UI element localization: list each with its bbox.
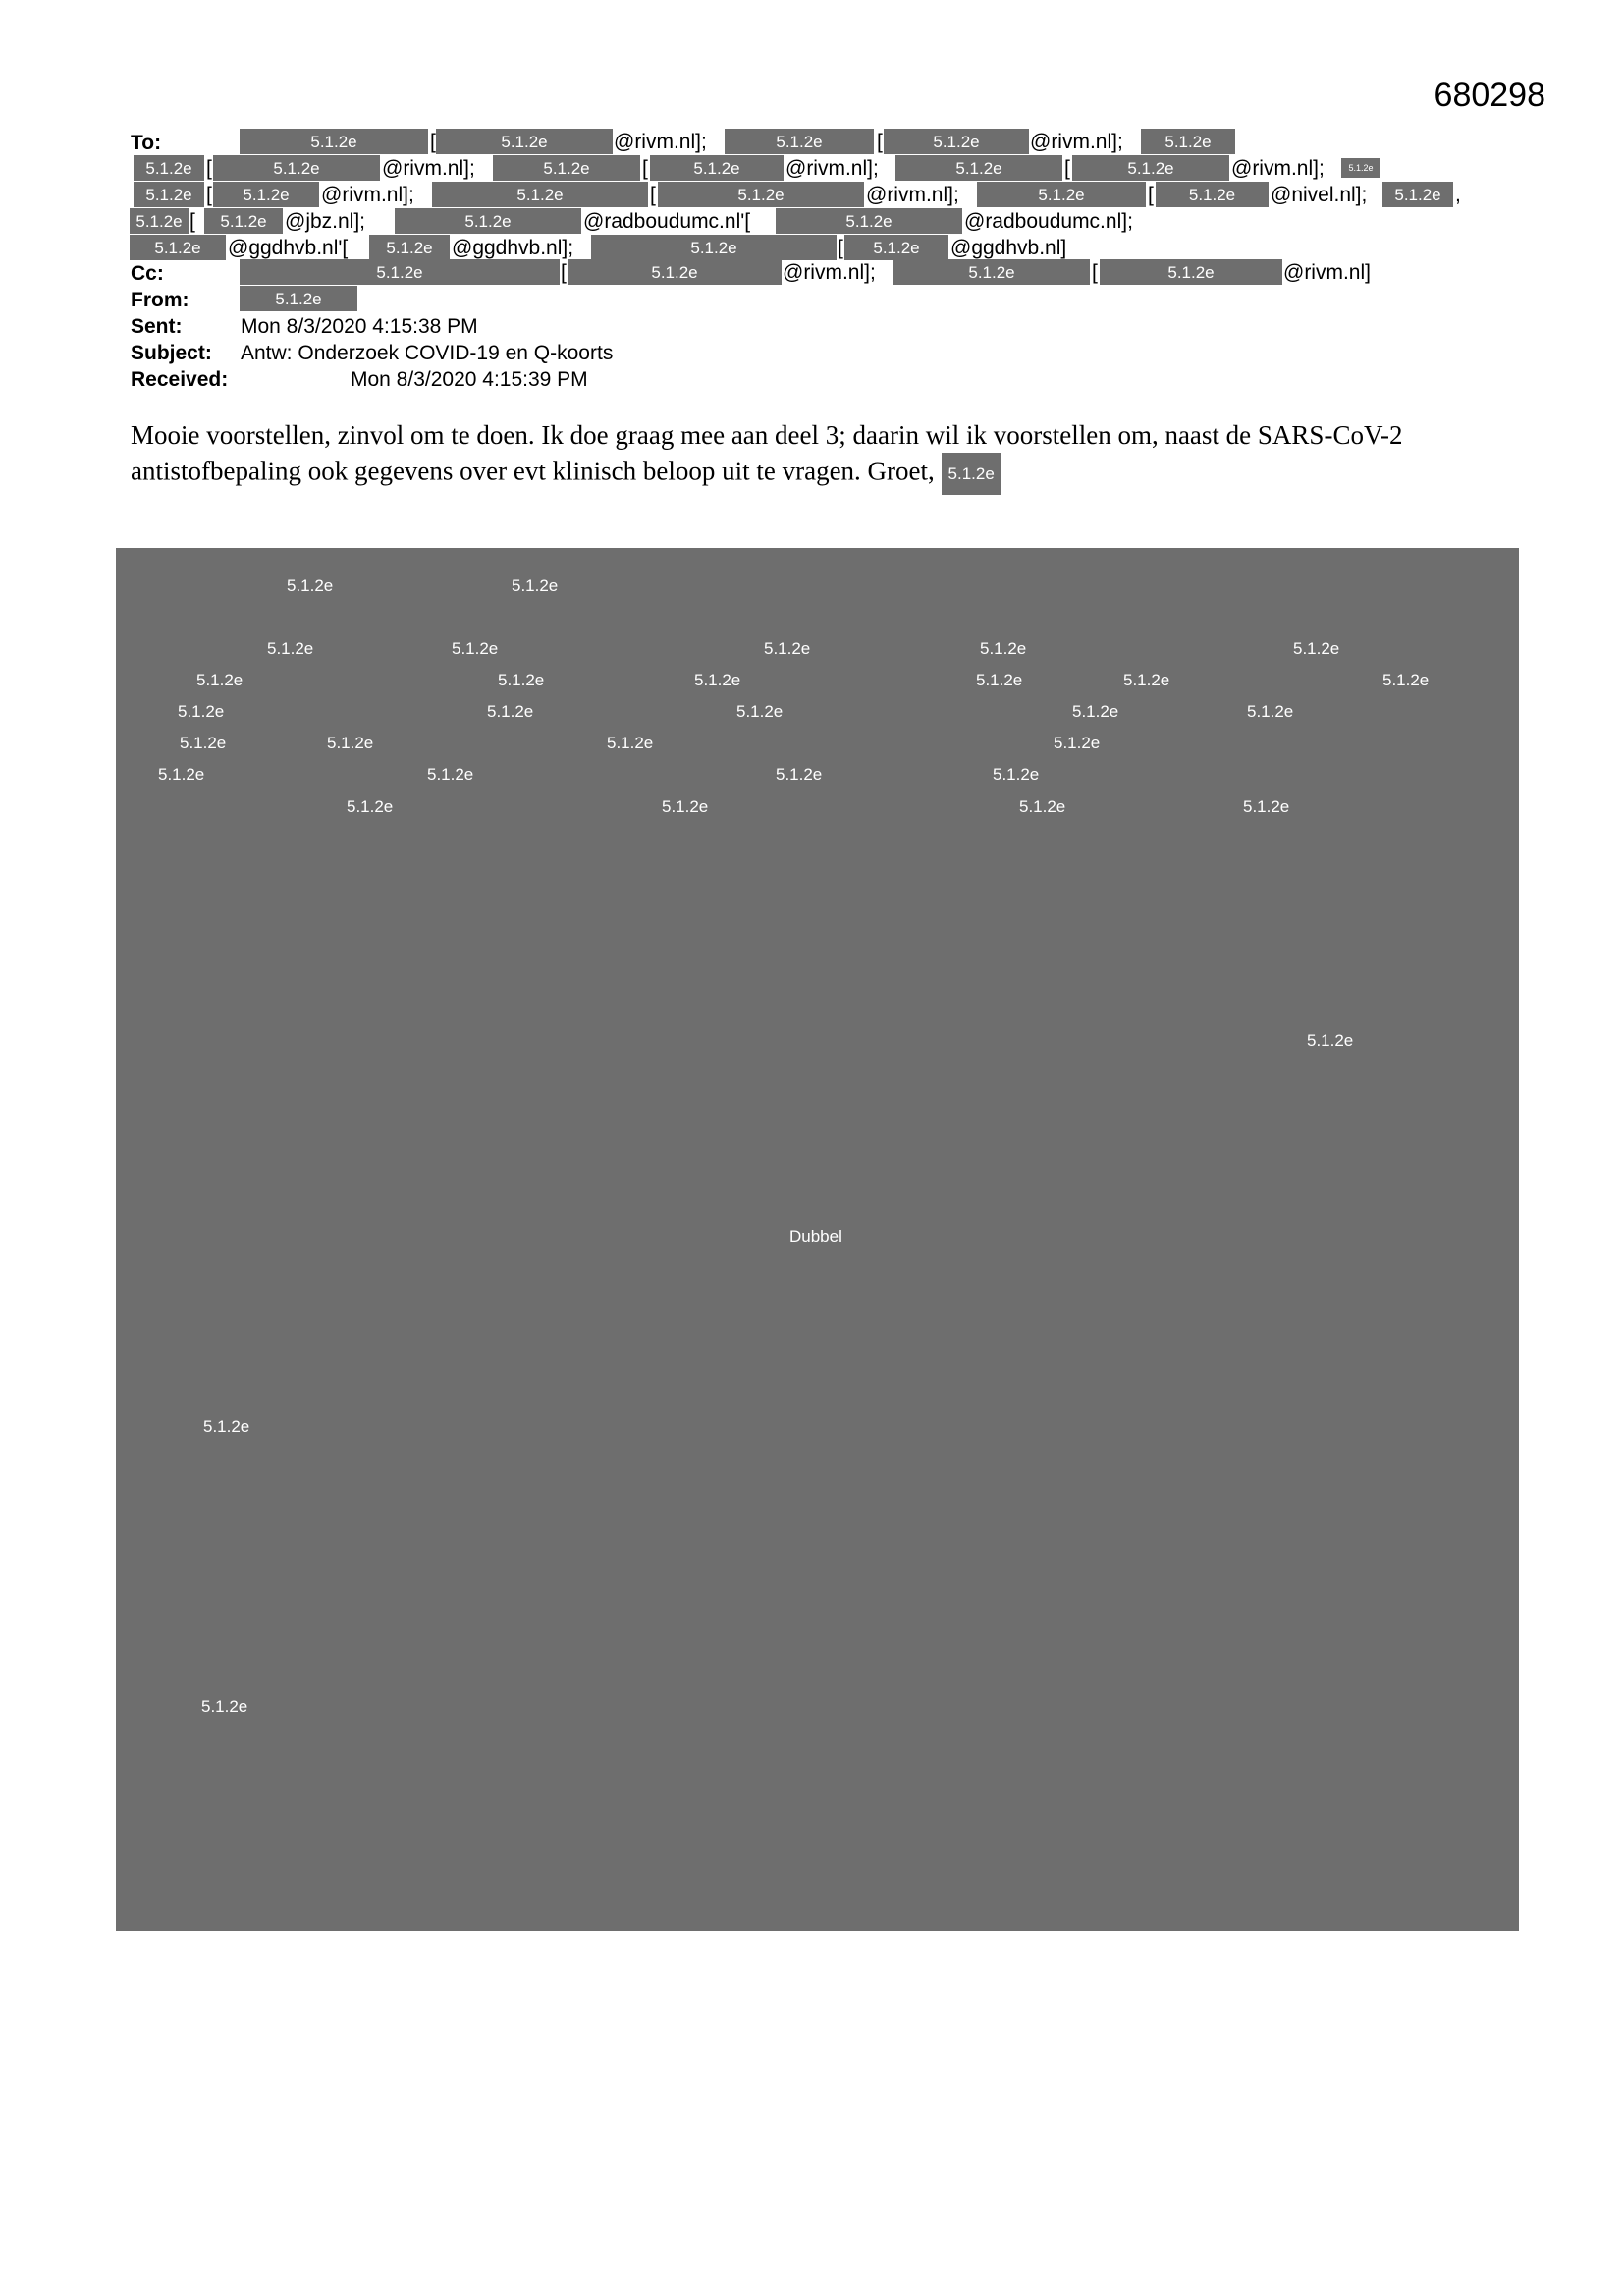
- redaction: 5.1.2e: [204, 208, 283, 234]
- received-line: [131, 368, 588, 392]
- redaction: 5.1.2e: [893, 259, 1090, 285]
- redaction: 5.1.2e: [1341, 158, 1380, 178]
- redaction: 5.1.2e: [395, 208, 581, 234]
- sent-value: Mon 8/3/2020 4:15:38 PM: [241, 315, 478, 338]
- redaction: 5.1.2e: [1156, 182, 1269, 207]
- address-fragment: @rivm.nl];: [1030, 131, 1123, 153]
- redaction: 5.1.2e: [1019, 797, 1066, 816]
- redaction: 5.1.2e: [1123, 671, 1170, 689]
- cc-label: Cc:: [131, 262, 164, 285]
- redaction: 5.1.2e: [1382, 671, 1430, 689]
- redaction: 5.1.2e: [213, 182, 319, 207]
- bracket: [: [189, 210, 195, 233]
- received-value: Mon 8/3/2020 4:15:39 PM: [351, 368, 588, 391]
- redaction: 5.1.2e: [884, 129, 1029, 154]
- redaction: 5.1.2e: [487, 702, 534, 721]
- redaction: 5.1.2e: [1382, 182, 1453, 207]
- redaction: 5.1.2e: [776, 765, 823, 784]
- redaction: 5.1.2e: [134, 182, 204, 207]
- bracket: [: [206, 157, 212, 180]
- address-fragment: @rivm.nl];: [382, 157, 475, 180]
- bracket: [: [1148, 184, 1154, 206]
- redaction: 5.1.2e: [213, 155, 380, 181]
- redaction: 5.1.2e: [180, 734, 227, 752]
- address-fragment: @radboudumc.nl'[: [583, 210, 751, 233]
- redaction: 5.1.2e: [1141, 129, 1235, 154]
- redaction: 5.1.2e: [607, 734, 654, 752]
- sent-line: [131, 315, 478, 339]
- redaction: 5.1.2e: [369, 235, 450, 260]
- redaction: 5.1.2e: [980, 639, 1027, 658]
- address-fragment: @rivm.nl];: [1231, 157, 1325, 180]
- redaction: 5.1.2e: [764, 639, 811, 658]
- address-fragment: @radboudumc.nl];: [964, 210, 1133, 233]
- redaction: 5.1.2e: [201, 1697, 248, 1716]
- received-label: Received:: [131, 368, 229, 391]
- address-fragment: @rivm.nl];: [866, 184, 959, 206]
- redaction: 5.1.2e: [130, 235, 226, 260]
- redaction: 5.1.2e: [1307, 1031, 1354, 1050]
- redaction: 5.1.2e: [498, 671, 545, 689]
- redaction: 5.1.2e: [776, 208, 962, 234]
- subject-value: Antw: Onderzoek COVID-19 en Q-koorts: [241, 342, 614, 364]
- redaction: 5.1.2e: [203, 1417, 250, 1436]
- redaction: 5.1.2e: [1072, 702, 1119, 721]
- redaction: 5.1.2e: [658, 182, 864, 207]
- subject-label: Subject:: [131, 342, 212, 364]
- bracket: [: [877, 131, 883, 153]
- redaction: 5.1.2e: [432, 182, 648, 207]
- address-fragment: @nivel.nl];: [1271, 184, 1368, 206]
- redaction: 5.1.2e: [1100, 259, 1282, 285]
- redaction: 5.1.2e: [436, 129, 613, 154]
- bracket: [: [1092, 261, 1098, 284]
- redaction: 5.1.2e: [134, 155, 204, 181]
- redaction: 5.1.2e: [1243, 797, 1290, 816]
- address-fragment: @rivm.nl]: [1283, 261, 1371, 284]
- redaction: 5.1.2e: [347, 797, 394, 816]
- redaction: 5.1.2e: [942, 453, 1001, 495]
- bracket: [: [206, 184, 212, 206]
- redaction: 5.1.2e: [427, 765, 474, 784]
- redaction: 5.1.2e: [568, 259, 782, 285]
- redaction: 5.1.2e: [1247, 702, 1294, 721]
- document-id: 680298: [1434, 77, 1545, 114]
- redaction: 5.1.2e: [452, 639, 499, 658]
- subject-line: [131, 342, 614, 365]
- email-body: [131, 418, 1505, 495]
- sent-label: Sent:: [131, 315, 183, 338]
- bracket: [: [642, 157, 648, 180]
- redaction: 5.1.2e: [240, 129, 428, 154]
- address-fragment: @rivm.nl];: [614, 131, 707, 153]
- redaction: 5.1.2e: [1054, 734, 1101, 752]
- redaction: 5.1.2e: [240, 286, 357, 311]
- redaction: 5.1.2e: [662, 797, 709, 816]
- bracket: [: [430, 131, 436, 153]
- address-fragment: @rivm.nl];: [321, 184, 414, 206]
- redaction: 5.1.2e: [650, 155, 784, 181]
- redaction: 5.1.2e: [725, 129, 874, 154]
- address-fragment: @jbz.nl];: [285, 210, 366, 233]
- redaction: 5.1.2e: [1072, 155, 1229, 181]
- address-fragment: @rivm.nl];: [785, 157, 879, 180]
- redaction: 5.1.2e: [130, 208, 189, 234]
- redaction: 5.1.2e: [178, 702, 225, 721]
- redaction: 5.1.2e: [240, 259, 560, 285]
- redaction: 5.1.2e: [1293, 639, 1340, 658]
- redaction: 5.1.2e: [736, 702, 784, 721]
- redaction: 5.1.2e: [158, 765, 205, 784]
- redaction: 5.1.2e: [591, 235, 837, 260]
- address-fragment: @ggdhvb.nl]: [950, 237, 1067, 259]
- redaction: 5.1.2e: [287, 576, 334, 595]
- bracket: [: [561, 261, 567, 284]
- bracket: [: [838, 237, 843, 259]
- body-text: Mooie voorstellen, zinvol om te doen. Ik doe graag mee aan deel 3; daarin wil ik voorstellen om, naast de SARS-CoV-2 antistofbepaling ook gegevens over evt klinisch beloop uit te vragen. Groet,: [131, 420, 1403, 486]
- redaction: 5.1.2e: [895, 155, 1062, 181]
- redaction: 5.1.2e: [993, 765, 1040, 784]
- redaction: 5.1.2e: [267, 639, 314, 658]
- redaction: 5.1.2e: [512, 576, 559, 595]
- address-fragment: @ggdhvb.nl'[: [228, 237, 349, 259]
- bracket: [: [650, 184, 656, 206]
- address-fragment: @ggdhvb.nl];: [452, 237, 574, 259]
- redaction: 5.1.2e: [493, 155, 640, 181]
- address-fragment: @rivm.nl];: [783, 261, 876, 284]
- redaction: 5.1.2e: [694, 671, 741, 689]
- to-label: To:: [131, 132, 162, 154]
- redaction: 5.1.2e: [844, 235, 948, 260]
- dubbel-label: Dubbel: [789, 1228, 842, 1246]
- comma: ,: [1455, 184, 1461, 206]
- redaction: 5.1.2e: [327, 734, 374, 752]
- redacted-block: [116, 548, 1519, 1931]
- from-label: From:: [131, 289, 189, 311]
- bracket: [: [1064, 157, 1070, 180]
- redaction: 5.1.2e: [976, 671, 1023, 689]
- redaction: 5.1.2e: [977, 182, 1146, 207]
- redaction: 5.1.2e: [196, 671, 244, 689]
